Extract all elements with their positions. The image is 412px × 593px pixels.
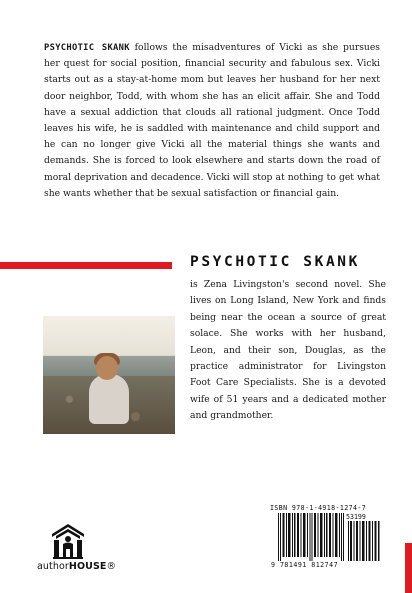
barcode-addon-bars-icon — [348, 521, 380, 561]
blurb-text: follows the misadventures of Vicki as she pursues her quest for social position, financial security and fabulous sex. Vicki starts out as a stay-at-home mom but leaves her husband for her next door neighbor, Todd, with whom she has an elicit affair. She and Todd have a sexual addiction that clouds all rational judgment. Once Todd leaves his wife, he is saddled with maintenance and child support and he can no longer give Vicki all the material things she wants and demands. She is forced to look elsewhere and starts down the road of moral deprivation and decadence. Vicki will stop at nothing to get what she wants whether that be sexual satisfaction or financial gain. — [44, 42, 380, 199]
blurb-title: PSYCHOTIC SKANK — [44, 43, 130, 53]
publisher-name-part1: author — [37, 561, 69, 572]
publisher-registered-mark: ® — [106, 561, 117, 572]
isbn-label: ISBN 978-1-4918-1274-7 — [270, 504, 367, 512]
barcode-digits: 9 781491 812747 — [271, 561, 339, 569]
authorhouse-logo-icon — [51, 523, 85, 559]
publisher-name-part2: HOUSE — [68, 561, 107, 572]
barcode-bars-icon — [278, 513, 344, 561]
red-accent-bar — [0, 262, 172, 269]
barcode-price-code: 53199 — [346, 513, 366, 521]
red-edge-marker — [405, 543, 412, 593]
author-photo — [43, 316, 175, 434]
author-bio: is Zena Livingston's second novel. She lives on Long Island, New York and finds being near the ocean a source of great solace. She works with her husband, Leon, and their son, Douglas, as the practice administrator for Livingston Foot Care Specialists. She is a devoted wife of 51 years and a dedicated mother and grandmother. — [190, 279, 386, 422]
publisher-logo-text — [37, 561, 116, 572]
back-cover-blurb — [44, 40, 380, 202]
author-section-heading: PSYCHOTIC SKANK — [190, 254, 360, 270]
photo-person-head — [96, 356, 118, 380]
photo-person-body — [89, 374, 129, 424]
